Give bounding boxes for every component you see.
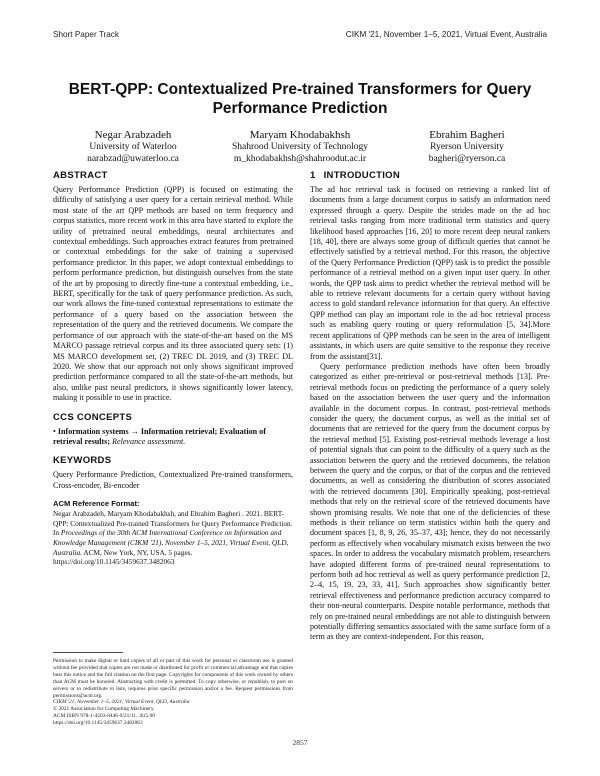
author-affiliation: University of Waterloo — [89, 142, 177, 152]
author-name: Ebrahim Bagheri — [429, 129, 505, 141]
abstract-text: Query Performance Prediction (QPP) is focused on estimating the difficulty of satisfying a user query for a certain retrieval method. While most state of the art QPP methods are based on term frequency and corpus statistics, more recent work in this area have started to explore the utility of pretrained neural embeddings, neural architectures and contextual embeddings. Such approaches extract features from pretrained or contextual embeddings for the sake of training a supervised performance predictor. In this paper, we adopt contextual embeddings to perform performance prediction, but distinguish ourselves from the state of the art by proposing to directly fine-tune a contextual embedding, i.e., BERT, specifically for the task of query performance prediction. As such, our work allows the fine-tuned contextual representations to estimate the performance of a query based on the association between the representation of the query and the retrieved documents. We compare the performance of our approach with the state-of-the-art based on the MS MARCO passage retrieval corpus and its three associated query sets: (1) MS MARCO development set, (2) TREC DL 2019, and (3) TREC DL 2020. We show that our approach not only shows significant improved prediction performance compared to all the state-of-the-art methods, but also, unlike past neural predictors, it shows significantly lower latency, making it possible to use in practice. — [53, 185, 293, 403]
acm-reference-line2: ACM, New York, NY, USA, 5 pages. — [83, 547, 193, 557]
footnote-divider — [53, 652, 123, 653]
keywords-text: Query Performance Prediction, Contextualized Pre-trained transformers, Cross-encoder, Bi-encoder — [53, 470, 293, 490]
author-email: narabzad@uwaterloo.ca — [87, 153, 179, 164]
acm-reference — [53, 499, 293, 567]
permission-text: Permission to make digital or hard copies of all or part of this work for personal or classroom use is granted without fee provided that copies are not made or distributed for profit or commercial advantage and that copies bear this notice and the full citation on the first page. Copyrights for components of this work owned by others than ACM must be honored. Abstracting with credit is permitted. To copy otherwise, or republish, to post on servers or to redistribute to lists, requires prior specific permission and/or a fee. Request permissions from permissions@acm.org. — [53, 658, 293, 699]
intro-paragraph-1: The ad hoc retrieval task is focused on retrieving a ranked list of documents from a large document corpus to satisfy an information need expressed through a query. Despite the strides made on the ad hoc retrieval tasks ranging from more traditional term statistics and query likelihood based approaches [16, 20] to more recent deep neural rankers [18, 40], there are always some group of difficult queries that cannot be effectively satisfied by a retrieval method. For this reason, the objective of the Query Performance Prediction (QPP) task is to predict the possible performance of a retrieval method on a given input user query. In other words, the QPP task aims to predict whether the retrieval method will be able to retrieve relevant documents for a certain query without having access to gold standard relevance information for that query. An effective QPP method can play an important role in the ad hoc retrieval process such as enabling query routing or query reformulation [5, 34].More recent applications of QPP methods can be seen in the area of intelligent assistants, in which users are quite sensitive to the response they receive from the assistant[31]. — [310, 185, 550, 361]
ccs-italic-text: Relevance assessment. — [112, 436, 186, 446]
permission-copyright: © 2021 Association for Computing Machinery. — [53, 706, 155, 713]
acm-reference-venue: Proceedings of the 30th ACM International Conference on Information and Knowledge Management (CIKM '21), November 1–5, 2021, Virtual Event, QLD, Australia. — [53, 528, 289, 557]
ccs-bullet: • — [53, 426, 56, 436]
ccs-concepts — [53, 427, 293, 448]
paper-title: BERT-QPP: Contextualized Pre-trained Transformers for Query Performance Prediction — [68, 81, 532, 117]
author-name: Negar Arabzadeh — [94, 129, 172, 141]
intro-paragraph-2: Query performance prediction methods have often been broadly categorized as either pre-retrieval or post-retrieval methods [13]. Pre-retrieval methods focus on predicting the performance of a query solely based on the association between the user query and the information available in the document corpus. In contrast, post-retrieval methods consider the query, the document corpus, as well as the initial set of documents that are retrieved for the query from the document corpus by the retrieval method [5]. Existing post-retrieval methods leverage a host of potential signals that can point to the difficulty of a query such as the association between the query and the retrieved documents, the relation between the query and the corpus, or that of the corpus and the retrieved documents, as well as considering the distribution of scores associated with the retrieved documents [30]. Empirically speaking, post-retrieval methods that rely on the retrieval score of the retrieved documents have shown promising results. We note that one of the deficiencies of these methods is their reliance on term statistics within both the query and document spaces [1, 8, 9, 26, 35–37, 43]; hence, they do not necessarily perform as effectively when vocabulary mismatch exists between the two spaces. In order to address the vocabulary mismatch problem, researchers have adopted different forms of pre-trained neural representations to perform both ad hoc retrieval as well as query performance prediction [2, 2–4, 15, 19, 23, 33, 41]. Such approaches show significantly better retrieval effectiveness and performance prediction accuracy compared to their non-neural counterparts. Despite notable performance, methods that rely on pre-trained neural embeddings are not able to distinguish between potentially differing semantics associated with the same surface form of a term as they are context-independent. For this reason, — [310, 361, 550, 642]
ccs-bold-text: Information systems → Information retrieval; Evaluation of retrieval results; — [53, 426, 266, 446]
ccs-heading: CCS CONCEPTS — [53, 411, 133, 423]
introduction-section — [310, 170, 550, 643]
running-header-left: Short Paper Track — [53, 30, 119, 39]
section-number: 1 — [310, 170, 316, 181]
introduction-heading — [310, 170, 550, 181]
permission-isbn: ACM ISBN 978-1-4503-8446-9/21/11...$15.00 — [53, 713, 155, 720]
acm-reference-heading: ACM Reference Format: — [53, 499, 140, 509]
permission-conference: CIKM '21, November 1–5, 2021, Virtual Event, QLD, Australia — [53, 699, 190, 706]
acm-reference-doi-link[interactable]: https://doi.org/10.1145/3459637.3482063 — [53, 557, 175, 567]
page-number: 2857 — [292, 738, 308, 747]
ccs-section — [53, 412, 293, 448]
author-block — [50, 128, 550, 165]
permission-block — [53, 658, 293, 727]
author-name: Maryam Khodabakhsh — [249, 129, 351, 141]
acm-reference-line1: Negar Arabzadeh, Maryam Khodabakhsh, and Ebrahim Bagheri . 2021. BERT-QPP: Contextualized Pre-trained Transformers for Query Performance Prediction. In — [53, 509, 293, 538]
right-column — [310, 170, 550, 651]
author-email: bagheri@ryerson.ca — [428, 153, 506, 164]
acm-reference-text — [53, 509, 293, 567]
left-column — [53, 170, 293, 575]
author-3 — [384, 128, 550, 165]
author-affiliation: Ryerson University — [430, 142, 504, 152]
abstract-heading: ABSTRACT — [53, 170, 108, 181]
author-1 — [50, 128, 216, 165]
running-header-right: CIKM '21, November 1–5, 2021, Virtual Event, Australia — [345, 30, 547, 39]
author-email: m_khodabakhsh@shahroodut.ac.ir — [233, 153, 367, 164]
author-2 — [217, 128, 383, 165]
permission-doi-link[interactable]: https://doi.org/10.1145/3459637.3482063 — [53, 720, 143, 727]
abstract-section — [53, 170, 293, 404]
section-title: INTRODUCTION — [323, 170, 401, 181]
keywords-section — [53, 455, 293, 491]
author-affiliation: Shahrood University of Technology — [231, 142, 369, 152]
keywords-heading: KEYWORDS — [53, 455, 112, 467]
